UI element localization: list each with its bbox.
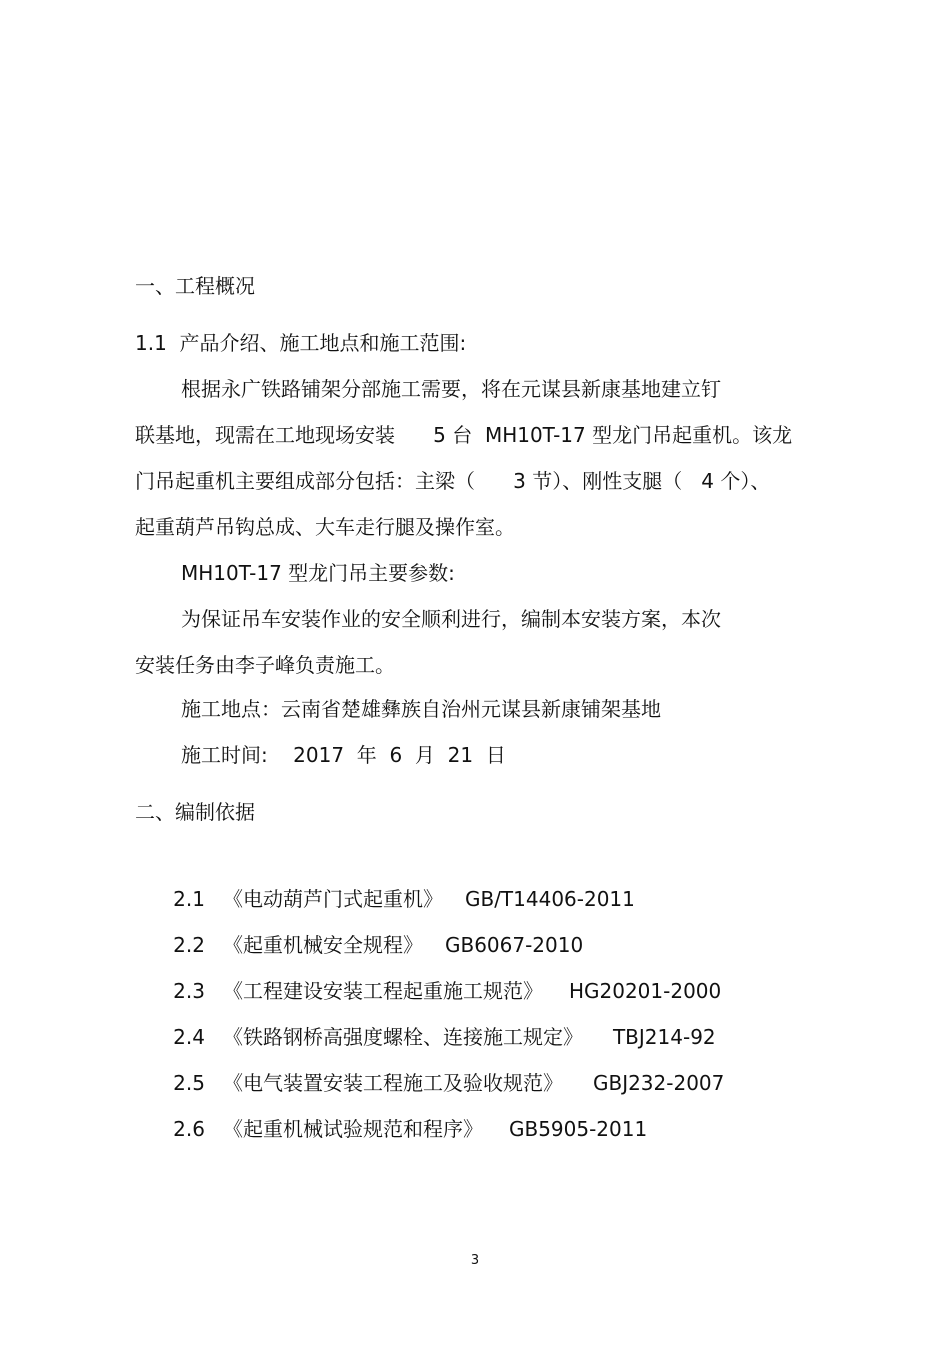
params-line: MH10T-17 型龙门吊主要参数: (181, 561, 455, 585)
page-number: 3 (470, 1253, 480, 1268)
reference-title: 《电动葫芦门式起重机》 (222, 887, 443, 911)
section1-heading: 一、工程概况 (135, 274, 255, 298)
reference-number: 2.1 (173, 887, 205, 911)
reference-code: GB/T14406-2011 (464, 887, 635, 911)
reference-title: 《工程建设安装工程起重施工规范》 (222, 979, 543, 1003)
reference-item (135, 1090, 647, 1168)
time-line: 施工时间: 2017 年 6 月 21 日 (181, 743, 506, 767)
para1-line2: 联基地，现需在工地现场安装 5 台 MH10T-17 型龙门吊起重机。该龙 (135, 423, 793, 447)
reference-code: HG20201-2000 (568, 979, 722, 1003)
section1-subheading: 1.1 产品介绍、施工地点和施工范围: (135, 331, 467, 355)
para1-line3: 门吊起重机主要组成部分包括：主梁（ 3 节）、刚性支腿（ 4 个）、 (135, 469, 771, 493)
reference-title: 《电气装置安装工程施工及验收规范》 (222, 1071, 563, 1095)
para1-line1: 根据永广铁路铺架分部施工需要，将在元谋县新康基地建立钉 (181, 377, 721, 401)
reference-code: GB6067-2010 (444, 933, 584, 957)
reference-number: 2.6 (173, 1117, 205, 1141)
location-line: 施工地点：云南省楚雄彝族自治州元谋县新康铺架基地 (181, 697, 661, 721)
section2-heading: 二、编制依据 (135, 800, 255, 824)
para1-line4: 起重葫芦吊钩总成、大车走行腿及操作室。 (135, 515, 515, 539)
reference-code: GBJ232-2007 (592, 1071, 725, 1095)
reference-number: 2.3 (173, 979, 205, 1003)
reference-number: 2.2 (173, 933, 205, 957)
para2-line2: 安装任务由李子峰负责施工。 (135, 653, 395, 677)
reference-code: TBJ214-92 (612, 1025, 716, 1049)
reference-title: 《铁路钢桥高强度螺栓、连接施工规定》 (222, 1025, 583, 1049)
para2-line1: 为保证吊车安装作业的安全顺利进行，编制本安装方案，本次 (181, 607, 721, 631)
reference-number: 2.5 (173, 1071, 205, 1095)
reference-code: GB5905-2011 (508, 1117, 648, 1141)
reference-title: 《起重机械安全规程》 (222, 933, 423, 957)
reference-title: 《起重机械试验规范和程序》 (222, 1117, 483, 1141)
reference-number: 2.4 (173, 1025, 205, 1049)
